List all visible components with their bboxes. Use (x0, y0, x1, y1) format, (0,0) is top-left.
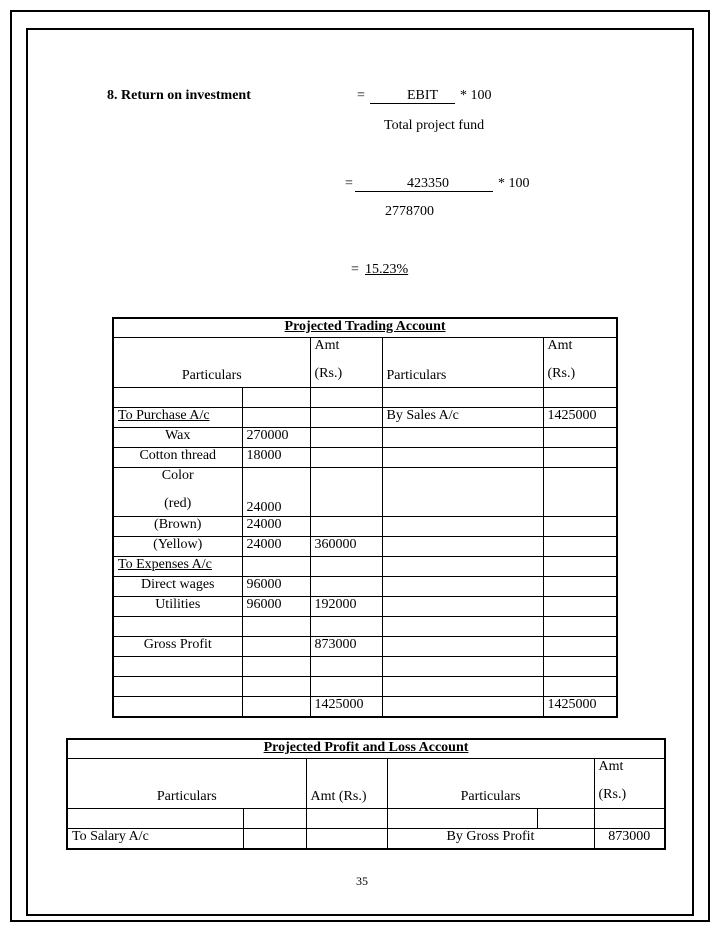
table-row (113, 537, 617, 557)
pl-row-gross-profit-amt: 873000 (594, 829, 665, 850)
table-row (113, 448, 617, 468)
trading-header-amt-1 (310, 338, 382, 388)
roi-mult-2: * 100 (498, 176, 530, 191)
trading-row-particular: To Purchase A/c (113, 408, 242, 428)
roi-denominator-1: Total project fund (384, 118, 485, 133)
trading-row-particular: (Brown) (113, 517, 242, 537)
pl-header-rs-label: (Rs.) (598, 787, 627, 802)
trading-header-particulars: Particulars (113, 338, 310, 388)
trading-grand-total-debit: 1425000 (310, 697, 382, 718)
trading-row-particular: Direct wages (113, 577, 242, 597)
trading-row-total: 360000 (310, 537, 382, 557)
roi-fraction-line-1 (370, 103, 455, 104)
trading-row-total: 873000 (310, 637, 382, 657)
trading-row-amt: 24000 (242, 517, 310, 537)
table-row (67, 829, 665, 850)
table-row (113, 617, 617, 637)
table-row (113, 677, 617, 697)
trading-row-particular: To Expenses A/c (113, 557, 242, 577)
trading-row-particular: Cotton thread (113, 448, 242, 468)
trading-row-particular: Wax (113, 428, 242, 448)
trading-row-particular: (Yellow) (113, 537, 242, 557)
trading-row-particular-color (113, 468, 242, 517)
trading-row-amt: 270000 (242, 428, 310, 448)
trading-row-red-label: (red) (164, 496, 192, 511)
pl-header-particulars: Particulars (67, 759, 306, 809)
roi-eq-2: = (345, 176, 353, 191)
pl-row-by-gross-profit: By Gross Profit (387, 829, 594, 850)
roi-ebit: EBIT (407, 88, 439, 103)
trading-row-amt: 96000 (242, 597, 310, 617)
roi-eq-1: = (357, 88, 365, 103)
trading-header-amt-2-label: Amt (547, 338, 573, 353)
pl-header-amt-2 (594, 759, 665, 809)
trading-row-total: 192000 (310, 597, 382, 617)
pl-header-row (67, 759, 665, 809)
trading-title: Projected Trading Account (113, 318, 617, 338)
table-row (113, 408, 617, 428)
trading-row-credit-amt: 1425000 (543, 408, 617, 428)
table-row (67, 809, 665, 829)
table-row (113, 517, 617, 537)
trading-header-amt-2 (543, 338, 617, 388)
trading-row-credit-particular: By Sales A/c (382, 408, 543, 428)
trading-row-amt: 24000 (242, 468, 310, 517)
pl-header-particulars-2: Particulars (387, 759, 594, 809)
trading-header-particulars-2: Particulars (382, 338, 543, 388)
trading-row-amt: 24000 (242, 537, 310, 557)
trading-header-amt-1-label: Amt (314, 338, 340, 353)
roi-numerator-2: 423350 (407, 176, 449, 191)
table-row (113, 388, 617, 408)
trading-row-particular: Gross Profit (113, 637, 242, 657)
roi-mult-1: * 100 (460, 88, 492, 103)
trading-row-amt: 18000 (242, 448, 310, 468)
table-row (113, 428, 617, 448)
roi-result-value: 15.23% (365, 262, 409, 277)
table-row (113, 657, 617, 677)
trading-row-amt: 96000 (242, 577, 310, 597)
table-row (113, 557, 617, 577)
trading-header-rs-1-label: (Rs.) (314, 366, 343, 381)
roi-result-eq: = (351, 262, 359, 277)
table-row (113, 697, 617, 718)
trading-header-rs-2-label: (Rs.) (547, 366, 576, 381)
table-row (113, 637, 617, 657)
roi-heading: 8. Return on investment (107, 88, 251, 103)
table-row (113, 468, 617, 517)
trading-header-row (113, 338, 617, 388)
pl-header-amt-rs: Amt (Rs.) (306, 759, 387, 809)
trading-grand-total-credit: 1425000 (543, 697, 617, 718)
trading-row-color-label: Color (161, 468, 194, 483)
trading-account-table (112, 317, 618, 718)
pl-row-salary: To Salary A/c (67, 829, 243, 850)
roi-denominator-2: 2778700 (385, 204, 434, 219)
pl-header-amt-label: Amt (598, 759, 624, 774)
roi-fraction-line-2 (355, 191, 493, 192)
table-row (113, 597, 617, 617)
pl-title: Projected Profit and Loss Account (67, 739, 665, 759)
profit-loss-table (66, 738, 666, 850)
trading-row-particular: Utilities (113, 597, 242, 617)
page-number: 35 (356, 874, 368, 888)
table-row (113, 577, 617, 597)
